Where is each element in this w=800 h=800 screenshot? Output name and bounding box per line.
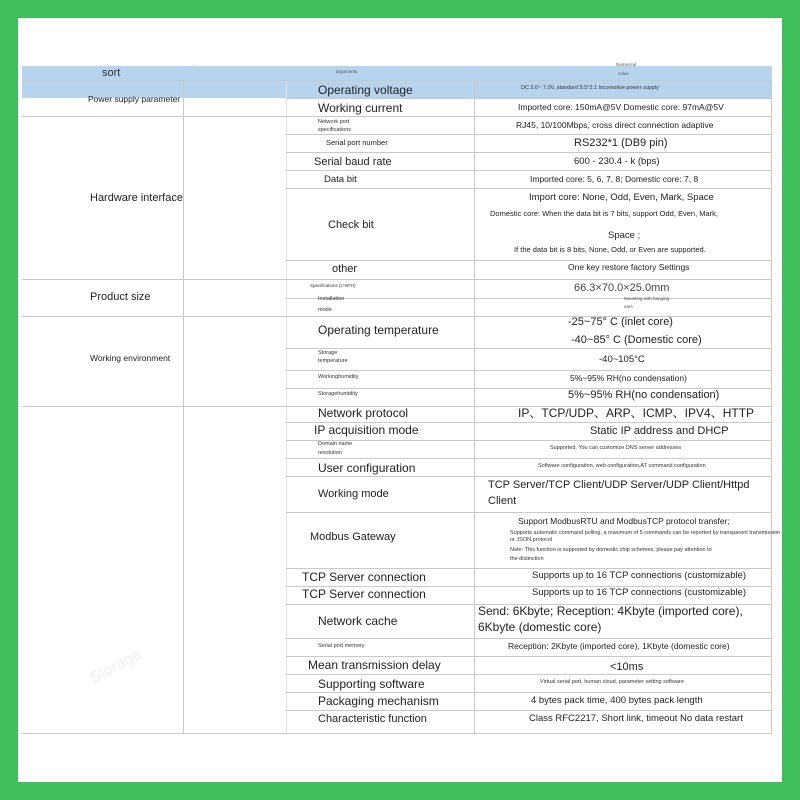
value-working-mode-l2: Client: [488, 495, 517, 507]
grid-line: [22, 116, 772, 117]
param-storage-temperature-l2: temperature: [318, 358, 348, 364]
param-serial-port-number: Serial port number: [326, 138, 388, 147]
param-packaging-mechanism: Packaging mechanism: [318, 694, 439, 708]
value-data-bit: Imported core: 5, 6, 7, 8; Domestic core: 7, 8: [530, 174, 699, 184]
grid-line: [286, 674, 772, 675]
param-characteristic-function: Characteristic function: [318, 713, 427, 725]
section-hardware-interface: Hardware interface: [90, 192, 183, 204]
param-tcp-server-connection: TCP Server connection: [302, 587, 426, 601]
grid-line: [286, 260, 772, 261]
value-mean-transmission-delay: <10ms: [610, 661, 644, 673]
grid-line: [286, 692, 772, 693]
value-user-configuration: Software configuration, web configuration,AT command configuration: [538, 463, 706, 469]
param-installation-l1: Installation: [318, 296, 345, 302]
value-storage-humidity: 5%~95% RH(no condensation): [568, 389, 720, 401]
value-supporting-software: Virtual serial port, human cloud, parameter setting software: [540, 679, 684, 685]
spec-sheet: [18, 18, 782, 782]
value-other: One key restore factory Settings: [568, 262, 690, 272]
value-operating-temperature-l2: -40~85° C (Domestic core): [571, 334, 702, 346]
value-tcp-server-connection: Supports up to 16 TCP connections (customizable): [532, 587, 747, 598]
value-installation-l1: Mounting with hanging: [624, 296, 670, 301]
watermark: Storage: [87, 645, 145, 688]
param-working-humidity: Workinghumidity: [318, 374, 359, 380]
header-value-l2: value: [618, 71, 629, 76]
grid-line: [286, 440, 772, 441]
section-product-size: Product size: [90, 291, 151, 303]
value-network-port: RJ45, 10/100Mbps, cross direct connection adaptive: [516, 120, 714, 130]
value-installation-l2: ears: [624, 304, 633, 309]
grid-line: [286, 370, 772, 371]
param-tcp-server-connection: TCP Server connection: [302, 570, 426, 584]
grid-line: [286, 656, 772, 657]
param-other: other: [332, 263, 358, 275]
param-storage-temperature-l1: Storage: [318, 350, 338, 356]
param-network-cache: Network cache: [318, 614, 398, 628]
value-storage-temperature: -40~105°C: [599, 354, 645, 365]
param-operating-voltage: Operating voltage: [318, 83, 413, 97]
value-ip-acquisition-mode: Static IP address and DHCP: [590, 425, 729, 437]
param-modbus-gateway: Modbus Gateway: [310, 531, 396, 543]
value-check-bit-l1: Import core: None, Odd, Even, Mark, Space: [529, 192, 714, 203]
value-packaging-mechanism: 4 bytes pack time, 400 bytes pack length: [531, 695, 703, 706]
value-characteristic-function: Class RFC2217, Short link, timeout No data restart: [529, 713, 743, 724]
header-sort: sort: [102, 67, 121, 79]
section-power-supply: Power supply parameter: [88, 94, 181, 104]
value-network-protocol: IP、TCP/UDP、ARP、ICMP、IPV4、HTTP: [518, 406, 755, 420]
value-operating-voltage: DC 5.0~ 7.0V, standard 5.5*2.1 locomotive power supply: [521, 85, 659, 91]
param-network-port-l2: specifications: [318, 127, 352, 133]
param-specifications: Specifications (L*W*H): [310, 283, 356, 288]
param-domain-name-l1: Domain name: [318, 441, 353, 447]
grid-line: [286, 476, 772, 477]
grid-line: [286, 188, 772, 189]
value-working-humidity: 5%~95% RH(no condensation): [570, 373, 687, 383]
grid-line: [286, 568, 772, 569]
value-network-cache-l1: Send: 6Kbyte; Reception: 4Kbyte (imported core),: [478, 604, 743, 618]
grid-line: [286, 348, 772, 349]
grid-line: [474, 80, 475, 734]
param-network-protocol: Network protocol: [318, 406, 409, 420]
grid-line: [22, 279, 772, 280]
value-domain-name: Supported. You can customize DNS server addresses: [550, 445, 682, 451]
value-tcp-server-connection: Supports up to 16 TCP connections (customizable): [532, 570, 747, 581]
grid-line: [286, 170, 772, 171]
param-network-port-l1: Network port: [318, 119, 350, 125]
param-working-current: Working current: [318, 101, 403, 115]
grid-line: [286, 298, 772, 299]
value-modbus-l2: Supports automatic command polling, a maximum of 5 commands can be reported by transparent transmission: [510, 530, 781, 536]
param-supporting-software: Supporting software: [318, 677, 425, 691]
grid-line: [286, 710, 772, 711]
value-specifications: 66.3×70.0×25.0mm: [574, 282, 670, 294]
grid-line: [286, 134, 772, 135]
param-ip-acquisition-mode: IP acquisition mode: [314, 423, 419, 437]
grid-line: [771, 80, 772, 734]
param-serial-port-memory: Serial port memory: [318, 643, 365, 649]
header-value-l1: Numerical: [616, 62, 637, 67]
grid-line: [183, 80, 184, 734]
grid-line: [286, 638, 772, 639]
param-operating-temperature: Operating temperature: [318, 323, 439, 337]
grid-line: [286, 458, 772, 459]
value-modbus-l4: Note: This function is supported by domestic chip schemes, please pay attention to: [510, 547, 712, 553]
grid-line: [22, 733, 772, 734]
value-serial-port-number: RS232*1 (DB9 pin): [574, 137, 668, 149]
param-storage-humidity: Storagehumidity: [318, 391, 358, 397]
value-working-current: Imported core: 150mA@5V Domestic core: 97mA@5V: [518, 102, 724, 112]
param-domain-name-l2: resolution: [318, 450, 342, 456]
param-working-mode: Working mode: [318, 488, 389, 500]
header-argument: arguments: [336, 69, 358, 74]
value-modbus-l5: the distinction: [510, 556, 544, 562]
value-check-bit-l4: If the data bit is 8 bits, None, Odd, or Even are supported.: [514, 245, 706, 254]
value-check-bit-l2: Domestic core: When the data bit is 7 bits, support Odd, Even, Mark,: [490, 209, 719, 218]
param-installation-l2: mode: [318, 307, 332, 313]
grid-line: [286, 80, 287, 734]
value-operating-temperature-l1: -25~75° C (inlet core): [568, 316, 673, 328]
value-serial-port-memory: Reception: 2Kbyte (imported core), 1Kbyte (domestic core): [508, 641, 730, 651]
value-check-bit-l3: Space ;: [608, 230, 641, 241]
param-mean-transmission-delay: Mean transmission delay: [308, 658, 441, 672]
value-network-cache-l2: 6Kbyte (domestic core): [478, 620, 602, 634]
value-modbus-l3: or JSON protocol: [510, 537, 553, 543]
param-data-bit: Data bit: [324, 174, 357, 185]
grid-line: [286, 98, 772, 99]
grid-line: [286, 512, 772, 513]
value-modbus-l1: Support ModbusRTU and ModbusTCP protocol transfer;: [518, 516, 730, 526]
param-check-bit: Check bit: [328, 219, 374, 231]
section-working-environment: Working environment: [90, 353, 171, 363]
value-working-mode-l1: TCP Server/TCP Client/UDP Server/UDP Client/Httpd: [488, 479, 750, 491]
grid-line: [286, 152, 772, 153]
value-serial-baud-rate: 600 - 230.4 - k (bps): [574, 156, 660, 167]
grid-line: [22, 80, 772, 81]
param-user-configuration: User configuration: [318, 461, 416, 475]
param-serial-baud-rate: Serial baud rate: [314, 156, 392, 168]
